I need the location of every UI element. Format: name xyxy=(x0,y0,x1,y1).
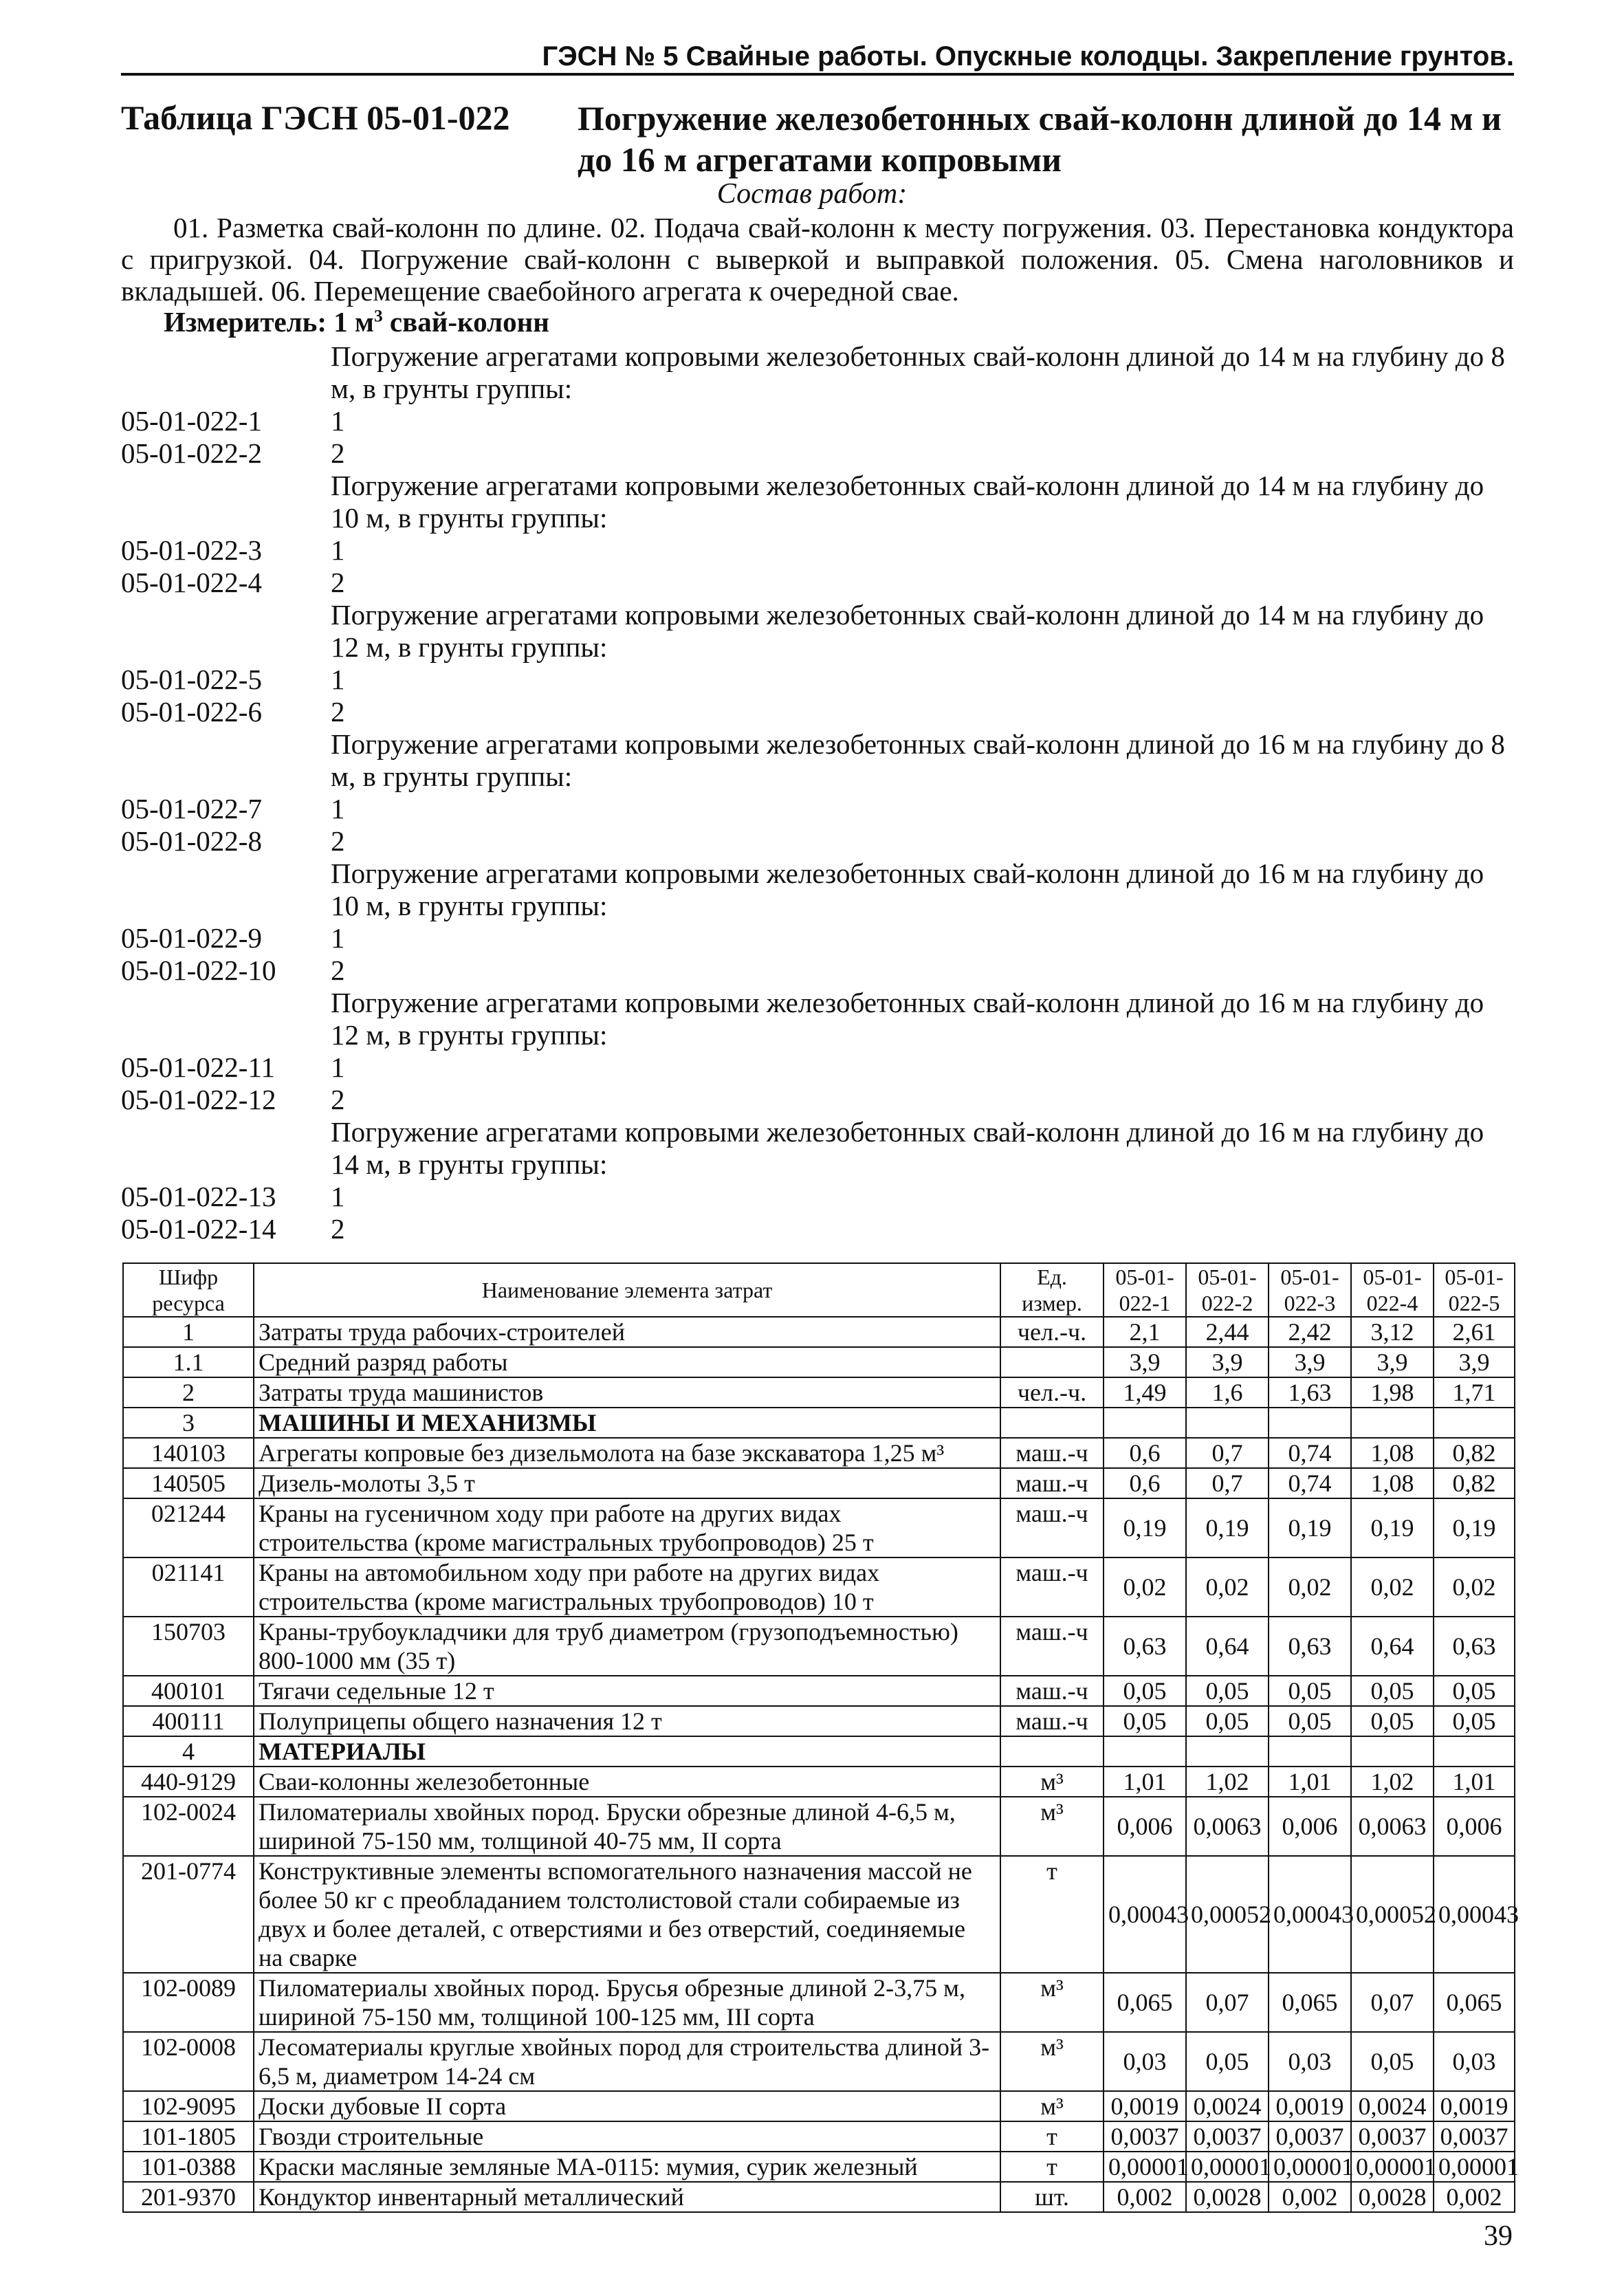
resource-value: 0,00001 xyxy=(1104,2152,1186,2182)
table-row xyxy=(123,1797,1515,1856)
resource-value: 0,74 xyxy=(1269,1468,1351,1498)
resource-value: 3,9 xyxy=(1186,1347,1269,1377)
soil-group: 1 xyxy=(331,664,345,695)
resource-value xyxy=(1269,1736,1351,1767)
resource-value: 0,05 xyxy=(1269,1706,1351,1736)
norm-code: 05-01-022-12 xyxy=(121,1084,276,1115)
resource-value: 0,0019 xyxy=(1104,2091,1186,2121)
resource-value: 0,0028 xyxy=(1351,2182,1434,2212)
soil-group: 2 xyxy=(331,1084,345,1115)
resource-name: Кондуктор инвентарный металлический xyxy=(254,2182,1000,2212)
resource-code: 201-0774 xyxy=(123,1856,254,1973)
page-number: 39 xyxy=(1484,2220,1513,2252)
resource-value: 1,63 xyxy=(1269,1377,1351,1408)
group-description: Погружение агрегатами копровыми железобетонных свай-колонн длиной до 14 м на глубину до 12 м, в грунты группы: xyxy=(331,599,1484,663)
resource-value: 0,05 xyxy=(1434,1706,1515,1736)
table-row xyxy=(123,1676,1515,1706)
table-row xyxy=(123,1408,1515,1438)
norm-code: 05-01-022-13 xyxy=(121,1181,276,1212)
group-description: Погружение агрегатами копровыми железобетонных свай-колонн длиной до 16 м на глубину до 8 м, в грунты группы: xyxy=(331,728,1505,792)
resource-value: 0,065 xyxy=(1104,1973,1186,2032)
resource-value: 0,0037 xyxy=(1434,2121,1515,2152)
table-row xyxy=(123,1706,1515,1736)
resource-value: 0,006 xyxy=(1104,1797,1186,1856)
soil-group: 1 xyxy=(331,534,345,566)
header-unit: Ед. измер. xyxy=(1000,1263,1104,1317)
resource-value: 1,71 xyxy=(1434,1377,1515,1408)
table-row xyxy=(123,1973,1515,2032)
resource-name: Пиломатериалы хвойных пород. Бруски обрезные длиной 4-6,5 м, шириной 75-150 мм, толщиной 40-75 мм, II сорта xyxy=(254,1797,1000,1856)
table-row xyxy=(123,1377,1515,1408)
resource-unit: м³ xyxy=(1000,2032,1104,2091)
resource-code: 400111 xyxy=(123,1706,254,1736)
soil-group: 2 xyxy=(331,825,345,857)
resource-value: 1,6 xyxy=(1186,1377,1269,1408)
group-description: Погружение агрегатами копровыми железобетонных свай-колонн длиной до 16 м на глубину до 14 м, в грунты группы: xyxy=(331,1116,1484,1180)
section-title: Погружение железобетонных свай-колонн длиной до 14 м и до 16 м агрегатами копровыми xyxy=(578,99,1502,179)
table-row xyxy=(123,1347,1515,1377)
resource-value: 1,08 xyxy=(1351,1468,1434,1498)
resource-value: 0,0063 xyxy=(1186,1797,1269,1856)
resource-value: 0,0037 xyxy=(1269,2121,1351,2152)
resource-code: 400101 xyxy=(123,1676,254,1706)
norm-code: 05-01-022-2 xyxy=(121,437,262,469)
resource-value: 0,82 xyxy=(1434,1468,1515,1498)
norm-item xyxy=(121,1181,1514,1213)
resource-value: 0,05 xyxy=(1186,1676,1269,1706)
resource-unit: т xyxy=(1000,2152,1104,2182)
resource-value: 3,9 xyxy=(1104,1347,1186,1377)
resource-value: 0,05 xyxy=(1186,1706,1269,1736)
composition-heading: Состав работ: xyxy=(716,178,908,210)
table-row xyxy=(123,1557,1515,1617)
resource-value xyxy=(1351,1736,1434,1767)
resource-code: 102-9095 xyxy=(123,2091,254,2121)
resource-name: Краски масляные земляные МА-0115: мумия, сурик железный xyxy=(254,2152,1000,2182)
resource-value: 1,08 xyxy=(1351,1438,1434,1468)
resource-value: 0,02 xyxy=(1434,1557,1515,1617)
resource-value: 0,065 xyxy=(1434,1973,1515,2032)
resource-value: 0,7 xyxy=(1186,1468,1269,1498)
table-title: Таблица ГЭСН 05-01-022 xyxy=(121,98,510,137)
measure-line xyxy=(164,305,549,338)
resource-unit: м³ xyxy=(1000,2091,1104,2121)
resource-name: Краны на гусеничном ходу при работе на других видах строительства (кроме магистральных трубопроводов) 25 т xyxy=(254,1498,1000,1557)
header-col-3: 05-01-022-3 xyxy=(1269,1263,1351,1317)
group-description: Погружение агрегатами копровыми железобетонных свай-колонн длиной до 14 м на глубину до 10 м, в грунты группы: xyxy=(331,470,1484,534)
resource-value: 0,02 xyxy=(1104,1557,1186,1617)
measure-tail: свай-колонн xyxy=(382,306,549,338)
resource-name: Сваи-колонны железобетонные xyxy=(254,1767,1000,1797)
header-rule xyxy=(121,73,1514,76)
norm-item xyxy=(121,954,1514,987)
resource-name: Лесоматериалы круглые хвойных пород для строительства длиной 3-6,5 м, диаметром 14-24 см xyxy=(254,2032,1000,2091)
norm-item xyxy=(121,1213,1514,1245)
resource-value: 0,05 xyxy=(1104,1676,1186,1706)
table-header-row xyxy=(123,1263,1515,1317)
resource-value: 0,82 xyxy=(1434,1438,1515,1468)
table-row xyxy=(123,1498,1515,1557)
resource-unit: маш.-ч xyxy=(1000,1617,1104,1676)
resource-value: 0,63 xyxy=(1104,1617,1186,1676)
resource-name: Краны на автомобильном ходу при работе на других видах строительства (кроме магистральных трубопроводов) 10 т xyxy=(254,1557,1000,1617)
norm-item xyxy=(121,664,1514,696)
soil-group: 1 xyxy=(331,922,345,954)
resource-code: 102-0089 xyxy=(123,1973,254,2032)
resource-code: 021244 xyxy=(123,1498,254,1557)
resource-value: 0,006 xyxy=(1434,1797,1515,1856)
resource-value xyxy=(1104,1408,1186,1438)
norm-code: 05-01-022-5 xyxy=(121,664,262,695)
resource-value: 0,00001 xyxy=(1269,2152,1351,2182)
header-col-1: 05-01-022-1 xyxy=(1104,1263,1186,1317)
resource-value: 0,00001 xyxy=(1434,2152,1515,2182)
resource-name: Дизель-молоты 3,5 т xyxy=(254,1468,1000,1498)
soil-group: 2 xyxy=(331,696,345,728)
resource-value: 1,02 xyxy=(1186,1767,1269,1797)
resource-value: 0,0019 xyxy=(1434,2091,1515,2121)
resource-name: Конструктивные элементы вспомогательного назначения массой не более 50 кг с преобладанием толстолистовой стали собираемые из двух и более деталей, с отверстиями и без отверстий, соединяемые на сварке xyxy=(254,1856,1000,1973)
resource-unit: маш.-ч xyxy=(1000,1706,1104,1736)
resource-name: Пиломатериалы хвойных пород. Брусья обрезные длиной 2-3,75 м, шириной 75-150 мм, толщиной 100-125 мм, III сорта xyxy=(254,1973,1000,2032)
norm-item xyxy=(121,1084,1514,1116)
norm-item xyxy=(121,405,1514,437)
soil-group: 2 xyxy=(331,567,345,598)
resource-value: 0,05 xyxy=(1351,1676,1434,1706)
resource-unit xyxy=(1000,1408,1104,1438)
resource-value: 0,7 xyxy=(1186,1438,1269,1468)
resource-code: 201-9370 xyxy=(123,2182,254,2212)
resource-value: 0,0037 xyxy=(1186,2121,1269,2152)
soil-group: 2 xyxy=(331,1213,345,1245)
resource-code: 101-1805 xyxy=(123,2121,254,2152)
resource-code: 2 xyxy=(123,1377,254,1408)
resource-value: 0,00001 xyxy=(1186,2152,1269,2182)
resource-value: 0,05 xyxy=(1434,1676,1515,1706)
table-row xyxy=(123,1317,1515,1347)
resource-value: 0,0028 xyxy=(1186,2182,1269,2212)
resource-value: 0,02 xyxy=(1269,1557,1351,1617)
resource-name: Агрегаты копровые без дизельмолота на базе экскаватора 1,25 м³ xyxy=(254,1438,1000,1468)
soil-group: 2 xyxy=(331,437,345,469)
resource-value: 0,0024 xyxy=(1351,2091,1434,2121)
soil-group: 1 xyxy=(331,1181,345,1212)
norm-item xyxy=(121,534,1514,567)
resource-value: 1,01 xyxy=(1434,1767,1515,1797)
resource-code: 021141 xyxy=(123,1557,254,1617)
resource-value xyxy=(1104,1736,1186,1767)
resource-value: 0,0019 xyxy=(1269,2091,1351,2121)
group-description: Погружение агрегатами копровыми железобетонных свай-колонн длиной до 16 м на глубину до 10 м, в грунты группы: xyxy=(331,857,1484,921)
norm-item xyxy=(121,825,1514,857)
resource-code: 102-0008 xyxy=(123,2032,254,2091)
resource-value: 3,9 xyxy=(1269,1347,1351,1377)
resource-value: 0,19 xyxy=(1269,1498,1351,1557)
resource-code: 1 xyxy=(123,1317,254,1347)
resource-name: Гвозди строительные xyxy=(254,2121,1000,2152)
resource-value: 1,49 xyxy=(1104,1377,1186,1408)
resource-value xyxy=(1434,1408,1515,1438)
resource-unit: шт. xyxy=(1000,2182,1104,2212)
table-row xyxy=(123,1767,1515,1797)
resource-unit xyxy=(1000,1347,1104,1377)
resource-value: 0,065 xyxy=(1269,1973,1351,2032)
table-row xyxy=(123,2182,1515,2212)
resource-value: 0,00043 xyxy=(1104,1856,1186,1973)
resource-name: МАШИНЫ И МЕХАНИЗМЫ xyxy=(254,1408,1000,1438)
resource-value: 0,19 xyxy=(1351,1498,1434,1557)
table-row xyxy=(123,2152,1515,2182)
soil-group: 1 xyxy=(331,793,345,824)
resource-value: 0,02 xyxy=(1351,1557,1434,1617)
resource-value: 0,00052 xyxy=(1186,1856,1269,1973)
group-description: Погружение агрегатами копровыми железобетонных свай-колонн длиной до 16 м на глубину до 12 м, в грунты группы: xyxy=(331,987,1484,1051)
soil-group: 1 xyxy=(331,405,345,437)
resource-code: 140505 xyxy=(123,1468,254,1498)
resource-value xyxy=(1186,1408,1269,1438)
norm-code: 05-01-022-3 xyxy=(121,534,262,566)
resource-value: 0,002 xyxy=(1269,2182,1351,2212)
resource-name: Полуприцепы общего назначения 12 т xyxy=(254,1706,1000,1736)
resource-value: 0,05 xyxy=(1351,2032,1434,2091)
resource-value: 0,19 xyxy=(1186,1498,1269,1557)
resource-unit: чел.-ч. xyxy=(1000,1317,1104,1347)
resource-unit: маш.-ч xyxy=(1000,1557,1104,1617)
resource-unit: м³ xyxy=(1000,1797,1104,1856)
resource-unit: т xyxy=(1000,1856,1104,1973)
resource-name: МАТЕРИАЛЫ xyxy=(254,1736,1000,1767)
resource-value: 0,74 xyxy=(1269,1438,1351,1468)
resource-value: 1,98 xyxy=(1351,1377,1434,1408)
measure-sup: 3 xyxy=(373,306,383,326)
table-row xyxy=(123,1856,1515,1973)
norm-code: 05-01-022-14 xyxy=(121,1213,276,1245)
resource-value: 0,63 xyxy=(1434,1617,1515,1676)
resource-value: 0,64 xyxy=(1186,1617,1269,1676)
header-col-2: 05-01-022-2 xyxy=(1186,1263,1269,1317)
resource-value: 3,12 xyxy=(1351,1317,1434,1347)
resource-code: 1.1 xyxy=(123,1347,254,1377)
table-row xyxy=(123,2032,1515,2091)
resource-unit: маш.-ч xyxy=(1000,1498,1104,1557)
resource-value: 2,44 xyxy=(1186,1317,1269,1347)
resource-code: 102-0024 xyxy=(123,1797,254,1856)
resource-value: 0,03 xyxy=(1269,2032,1351,2091)
norm-item xyxy=(121,1051,1514,1084)
resource-value: 0,002 xyxy=(1434,2182,1515,2212)
norm-item xyxy=(121,922,1514,954)
resource-value: 0,02 xyxy=(1186,1557,1269,1617)
resource-value: 0,19 xyxy=(1434,1498,1515,1557)
resource-value: 0,05 xyxy=(1186,2032,1269,2091)
resource-value: 0,00052 xyxy=(1351,1856,1434,1973)
table-row xyxy=(123,2121,1515,2152)
table-row xyxy=(123,1468,1515,1498)
resource-value: 0,07 xyxy=(1186,1973,1269,2032)
resource-value: 0,07 xyxy=(1351,1973,1434,2032)
table-row xyxy=(123,1736,1515,1767)
header-col-5: 05-01-022-5 xyxy=(1434,1263,1515,1317)
norm-code: 05-01-022-8 xyxy=(121,825,262,857)
norm-item xyxy=(121,567,1514,599)
resource-value: 0,00001 xyxy=(1351,2152,1434,2182)
composition-text: 01. Разметка свай-колонн по длине. 02. Подача свай-колонн к месту погружения. 03. Перестановка кондуктора с пригрузкой. 04. Погружение свай-колонн с выверкой и выправкой положения. 05. Смена наголовников и вкладышей. 06. Перемещение сваебойного агрегата к очередной свае. xyxy=(121,212,1514,307)
resource-value: 0,00043 xyxy=(1269,1856,1351,1973)
norm-item xyxy=(121,793,1514,825)
resource-name: Краны-трубоукладчики для труб диаметром (грузоподъемностью) 800-1000 мм (35 т) xyxy=(254,1617,1000,1676)
header-col-4: 05-01-022-4 xyxy=(1351,1263,1434,1317)
resource-code: 101-0388 xyxy=(123,2152,254,2182)
resource-unit: м³ xyxy=(1000,1973,1104,2032)
group-description: Погружение агрегатами копровыми железобетонных свай-колонн длиной до 14 м на глубину до 8 м, в грунты группы: xyxy=(331,340,1505,404)
resource-value: 0,0037 xyxy=(1351,2121,1434,2152)
norm-code: 05-01-022-9 xyxy=(121,922,262,954)
norm-code: 05-01-022-4 xyxy=(121,567,262,598)
table-row xyxy=(123,2091,1515,2121)
resource-value: 0,03 xyxy=(1104,2032,1186,2091)
resource-name: Средний разряд работы xyxy=(254,1347,1000,1377)
resource-name: Затраты труда рабочих-строителей xyxy=(254,1317,1000,1347)
resource-unit xyxy=(1000,1736,1104,1767)
header-code: Шифр ресурса xyxy=(123,1263,254,1317)
resource-table xyxy=(122,1262,1519,2213)
resource-value: 0,0024 xyxy=(1186,2091,1269,2121)
resource-value: 0,05 xyxy=(1269,1676,1351,1706)
table-row xyxy=(123,1617,1515,1676)
resource-code: 3 xyxy=(123,1408,254,1438)
resource-name: Доски дубовые II сорта xyxy=(254,2091,1000,2121)
resource-value: 2,42 xyxy=(1269,1317,1351,1347)
resource-value: 1,01 xyxy=(1269,1767,1351,1797)
norm-code: 05-01-022-6 xyxy=(121,696,262,728)
resource-code: 4 xyxy=(123,1736,254,1767)
resource-value: 2,61 xyxy=(1434,1317,1515,1347)
resource-value xyxy=(1269,1408,1351,1438)
resource-value: 1,01 xyxy=(1104,1767,1186,1797)
resource-value: 0,0063 xyxy=(1351,1797,1434,1856)
resource-value: 0,6 xyxy=(1104,1438,1186,1468)
resource-unit: маш.-ч xyxy=(1000,1676,1104,1706)
resource-value: 0,00043 xyxy=(1434,1856,1515,1973)
resource-value: 0,63 xyxy=(1269,1617,1351,1676)
norm-item xyxy=(121,696,1514,728)
soil-group: 2 xyxy=(331,954,345,986)
resource-value: 0,006 xyxy=(1269,1797,1351,1856)
resource-name: Тягачи седельные 12 т xyxy=(254,1676,1000,1706)
resource-value: 0,64 xyxy=(1351,1617,1434,1676)
resource-unit: чел.-ч. xyxy=(1000,1377,1104,1408)
resource-code: 140103 xyxy=(123,1438,254,1468)
running-header: ГЭСН № 5 Свайные работы. Опускные колодцы. Закрепление грунтов. xyxy=(542,41,1514,72)
table-row xyxy=(123,1438,1515,1468)
norm-code: 05-01-022-7 xyxy=(121,793,262,824)
resource-code: 440-9129 xyxy=(123,1767,254,1797)
resource-code: 150703 xyxy=(123,1617,254,1676)
resource-value: 2,1 xyxy=(1104,1317,1186,1347)
resource-value: 0,0037 xyxy=(1104,2121,1186,2152)
header-name: Наименование элемента затрат xyxy=(254,1263,1000,1317)
resource-value: 0,05 xyxy=(1104,1706,1186,1736)
resource-unit: т xyxy=(1000,2121,1104,2152)
norm-item xyxy=(121,437,1514,470)
norm-index-list xyxy=(121,340,1514,1245)
resource-value: 3,9 xyxy=(1351,1347,1434,1377)
resource-value xyxy=(1434,1736,1515,1767)
resource-value: 0,03 xyxy=(1434,2032,1515,2091)
resource-value: 0,6 xyxy=(1104,1468,1186,1498)
resource-value xyxy=(1351,1408,1434,1438)
resource-unit: маш.-ч xyxy=(1000,1468,1104,1498)
resource-unit: м³ xyxy=(1000,1767,1104,1797)
measure-label: Измеритель: 1 м xyxy=(164,306,374,338)
norm-code: 05-01-022-10 xyxy=(121,954,276,986)
resource-value: 1,02 xyxy=(1351,1767,1434,1797)
resource-name: Затраты труда машинистов xyxy=(254,1377,1000,1408)
resource-value xyxy=(1186,1736,1269,1767)
resource-value: 0,05 xyxy=(1351,1706,1434,1736)
soil-group: 1 xyxy=(331,1051,345,1083)
norm-code: 05-01-022-11 xyxy=(121,1051,275,1083)
resource-unit: маш.-ч xyxy=(1000,1438,1104,1468)
norm-code: 05-01-022-1 xyxy=(121,405,262,437)
resource-value: 0,002 xyxy=(1104,2182,1186,2212)
resource-value: 0,19 xyxy=(1104,1498,1186,1557)
resource-value: 3,9 xyxy=(1434,1347,1515,1377)
